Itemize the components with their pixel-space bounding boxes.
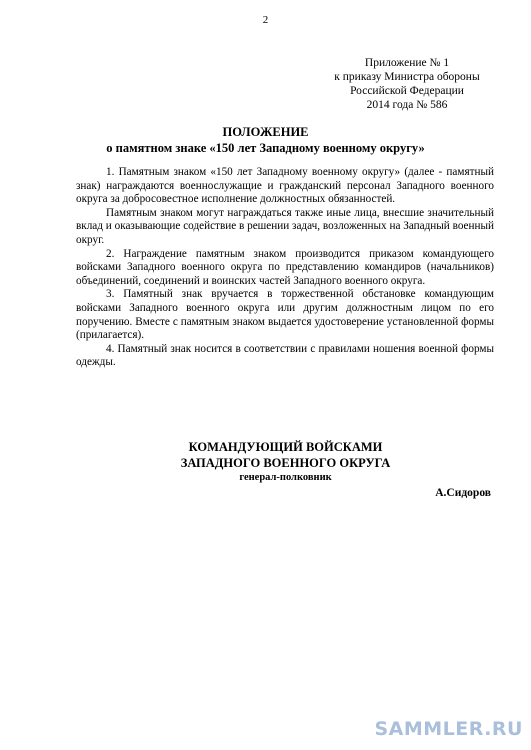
paragraph: 3. Памятный знак вручается в торжественной обстановке командующим войсками Западного военного округа или другим должностным лицом по его поручению. Вместе с памятным знаком выдается удостоверение установленной формы (прилагается). <box>76 288 494 342</box>
paragraph: 2. Награждение памятным знаком производится приказом командующего войсками Западного военного округа по представлению командиров (начальников) объединений, соединений и воинских частей Западного военного округа. <box>76 247 494 287</box>
title-subheading: о памятном знаке «150 лет Западному военному округу» <box>106 141 425 155</box>
position-line: КОМАНДУЮЩИЙ ВОЙСКАМИ <box>188 440 383 454</box>
appendix-line: Российской Федерации <box>350 85 464 97</box>
watermark: SAMMLER.RU <box>374 718 523 740</box>
appendix-line: 2014 года № 586 <box>366 99 448 111</box>
signatory-name: А.Сидоров <box>435 487 491 499</box>
title-heading: ПОЛОЖЕНИЕ <box>222 125 309 139</box>
document-title <box>0 124 531 156</box>
paragraph: Памятным знаком могут награждаться также иные лица, внесшие значительный вклад и оказывающие содействие в решении задач, возложенных на Западный военный округ. <box>76 206 494 246</box>
appendix-header <box>316 56 498 112</box>
position-line: ЗАПАДНОГО ВОЕННОГО ОКРУГА <box>180 456 391 470</box>
signatory-position <box>20 439 531 471</box>
signatory-rank: генерал-полковник <box>239 472 332 483</box>
page-number: 2 <box>262 14 269 26</box>
paragraph: 4. Памятный знак носится в соответствии с правилами ношения военной формы одежды. <box>76 342 494 369</box>
document-body <box>76 166 494 370</box>
appendix-line: Приложение № 1 <box>364 57 450 69</box>
signature-block <box>0 439 531 499</box>
appendix-line: к приказу Министра обороны <box>334 71 480 83</box>
paragraph: 1. Памятным знаком «150 лет Западному военному округу» (далее - памятный знак) награждаются военнослужащие и гражданский персонал Западного военного округа за добросовестное исполнение должностных обязанностей. <box>76 166 494 206</box>
